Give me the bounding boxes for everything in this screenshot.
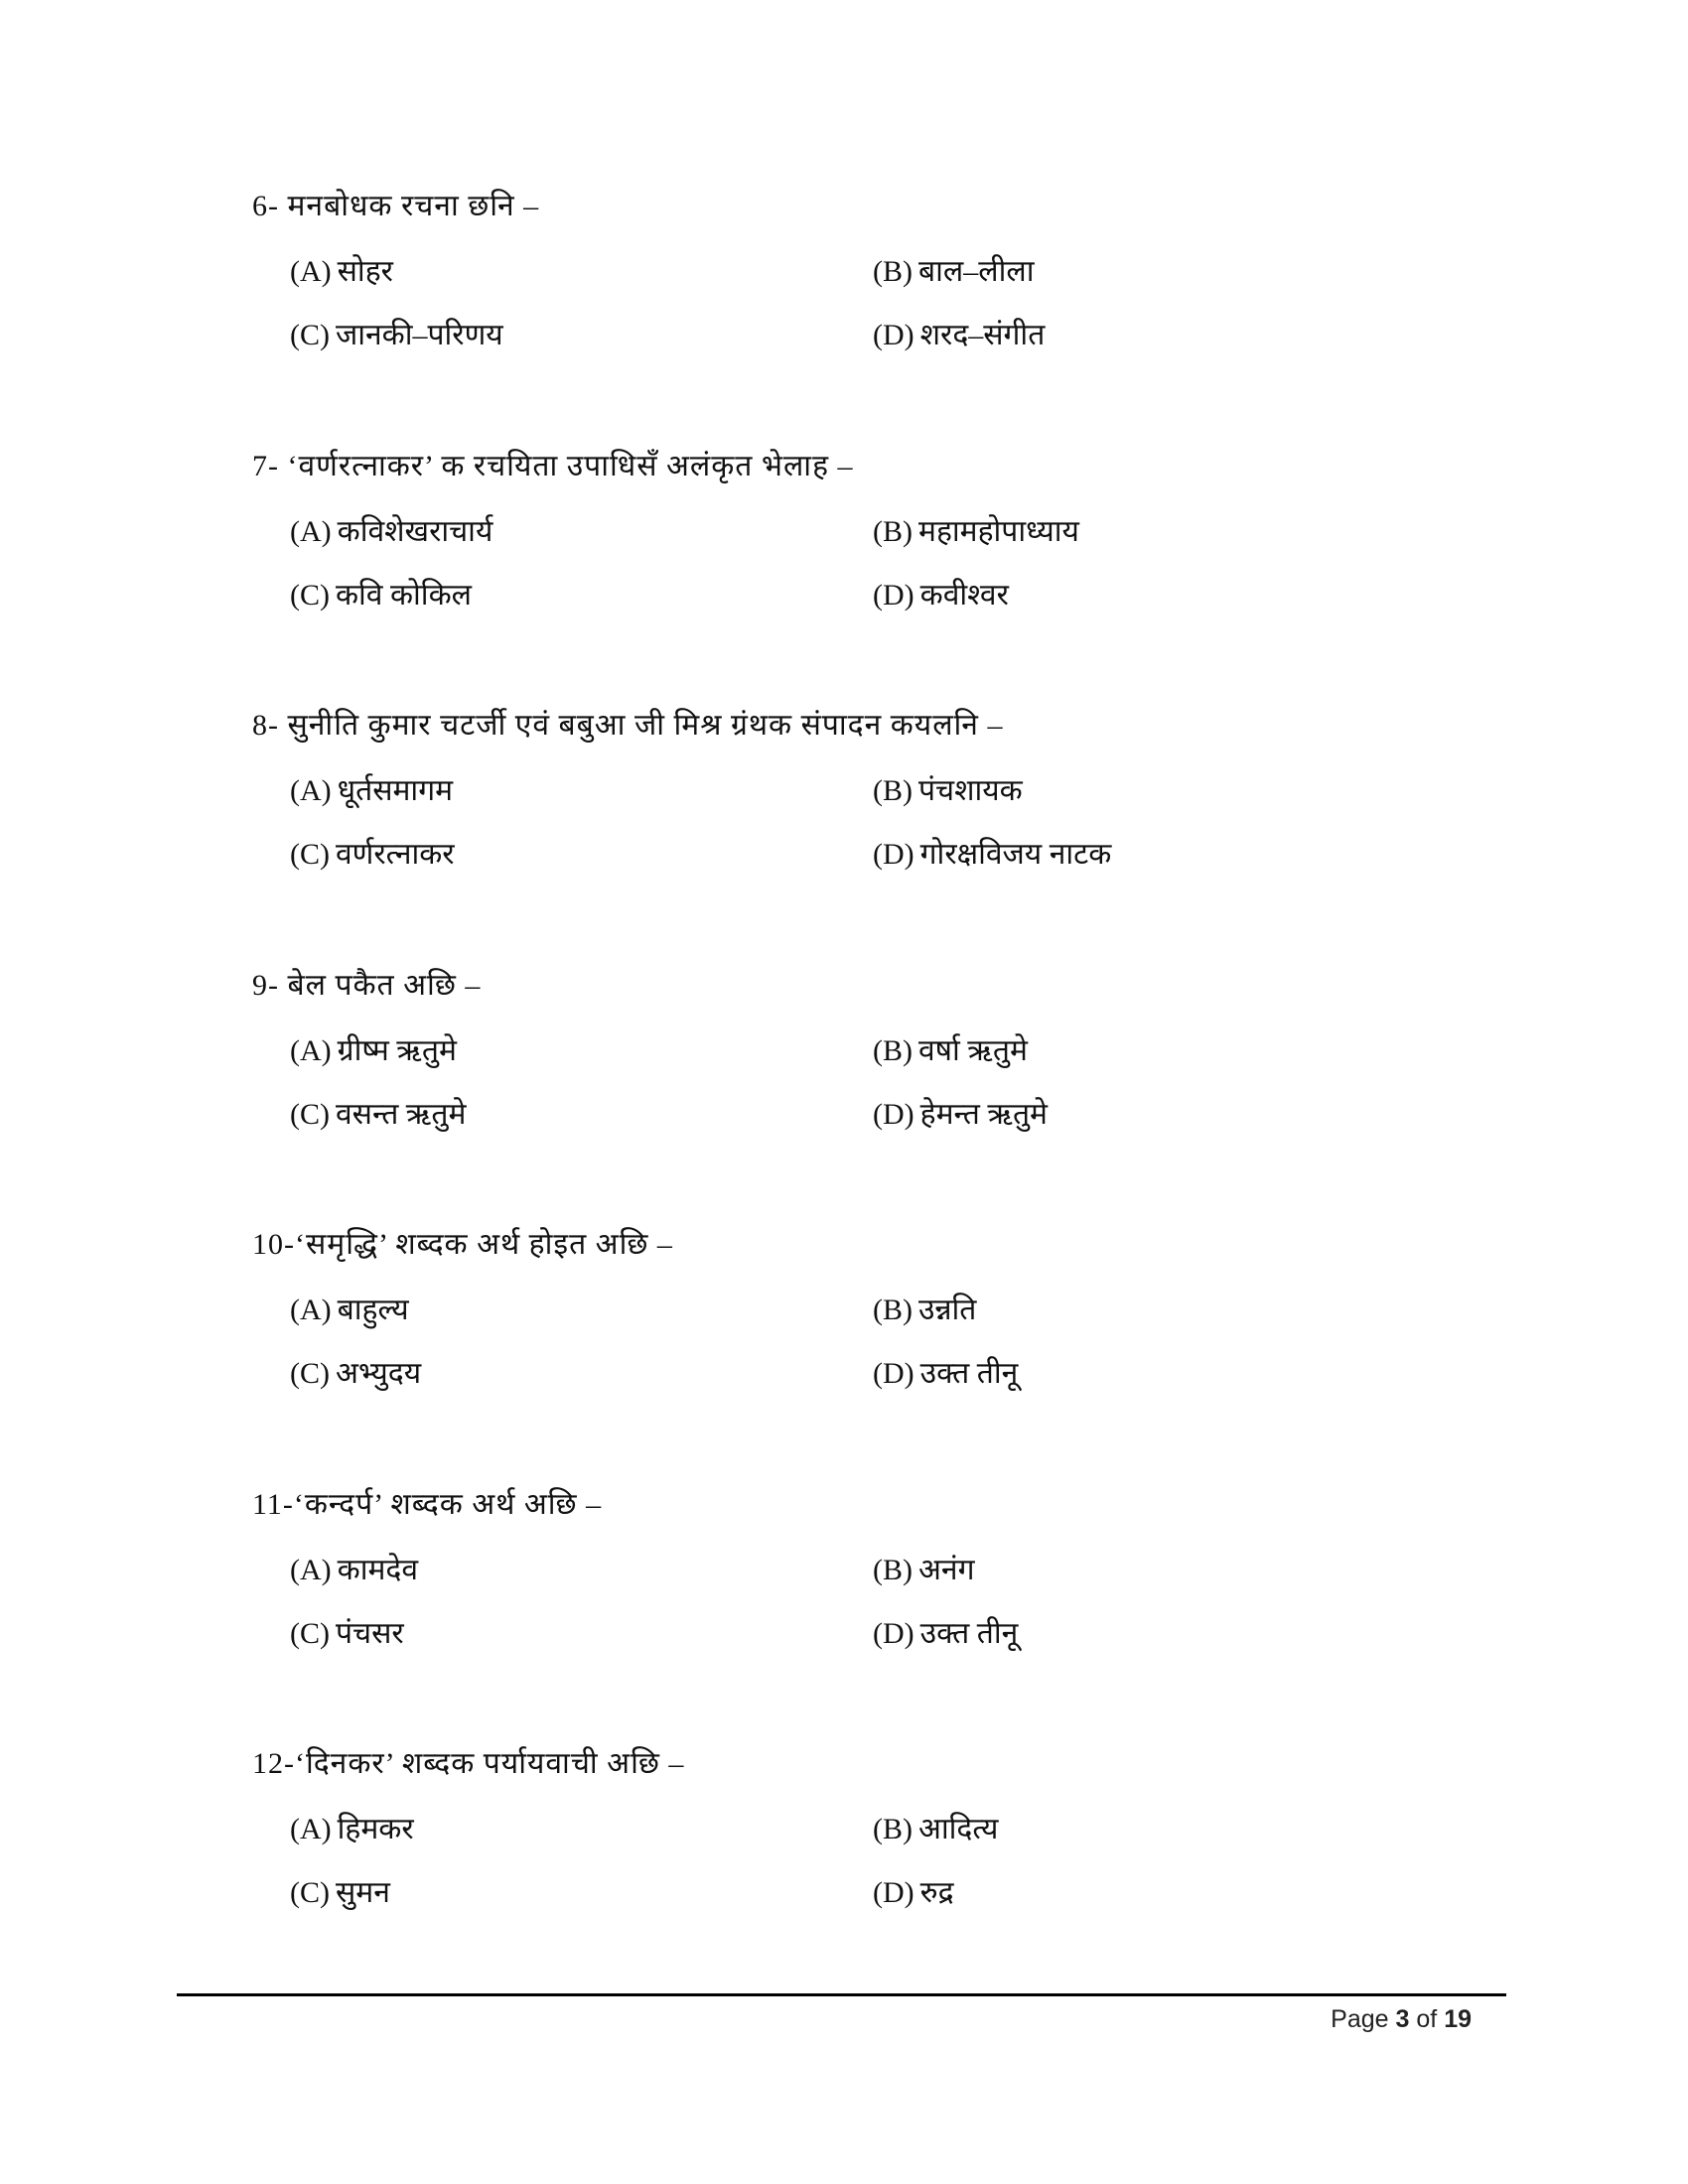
option-d — [873, 1612, 1018, 1656]
question-text: 12-‘दिनकर’ शब्दक पर्यायवाची अछि – — [252, 1747, 685, 1780]
option-c — [290, 574, 472, 617]
question-6 — [252, 185, 1543, 482]
option-label: (C) — [290, 1097, 330, 1131]
option-text: अभ्युदय — [336, 1357, 422, 1390]
option-b — [873, 250, 1034, 294]
option-a — [290, 1808, 414, 1851]
option-label: (B) — [873, 774, 913, 807]
option-b — [873, 510, 1079, 554]
option-d — [873, 314, 1045, 357]
option-label: (A) — [290, 774, 332, 807]
option-text: जानकी–परिणय — [336, 319, 503, 351]
option-text: हिमकर — [337, 1813, 414, 1845]
question-10 — [252, 1223, 1543, 1521]
option-label: (B) — [873, 255, 913, 288]
option-text: आदित्य — [918, 1813, 999, 1845]
option-label: (A) — [290, 514, 332, 548]
option-label: (D) — [873, 1357, 914, 1390]
option-text: उक्त तीनू — [919, 1616, 1019, 1650]
option-label: (D) — [873, 1616, 914, 1650]
option-d — [873, 1093, 1048, 1137]
option-text: वसन्त ऋतुमे — [336, 1097, 467, 1131]
option-label: (C) — [290, 1616, 330, 1650]
option-text: कविशेखराचार्य — [337, 514, 493, 548]
question-7 — [252, 445, 1543, 743]
option-c — [290, 1871, 390, 1915]
option-a — [290, 769, 453, 813]
option-label: (B) — [873, 1813, 913, 1845]
option-d — [873, 574, 1009, 617]
option-label: (D) — [873, 838, 914, 871]
option-text: उक्त तीनू — [919, 1357, 1019, 1390]
option-label: (A) — [290, 1553, 332, 1586]
question-text: 10-‘समृद्धि’ शब्दक अर्थ होइत अछि – — [252, 1228, 673, 1261]
option-text: पंचशायक — [918, 774, 1023, 807]
option-a — [290, 510, 492, 554]
option-label: (A) — [290, 255, 332, 288]
option-text: शरद–संगीत — [919, 319, 1046, 351]
option-text: हेमन्त ऋतुमे — [919, 1097, 1048, 1131]
option-d — [873, 1352, 1018, 1396]
option-d — [873, 1871, 954, 1915]
option-text: सोहर — [337, 255, 393, 288]
option-d — [873, 833, 1111, 877]
option-c — [290, 314, 503, 357]
option-text: अनंग — [918, 1553, 975, 1586]
option-label: (B) — [873, 1294, 913, 1326]
question-text: 8- सुनीति कुमार चटर्जी एवं बबुआ जी मिश्र ग्रंथक संपादन कयलनि – — [252, 709, 1004, 742]
option-a — [290, 1289, 409, 1332]
option-text: वर्षा ऋतुमे — [918, 1033, 1028, 1067]
option-label: (C) — [290, 1357, 330, 1390]
option-c — [290, 1612, 404, 1656]
total-pages: 19 — [1444, 2005, 1472, 2033]
option-b — [873, 1029, 1028, 1073]
option-text: ग्रीष्म ऋतुमे — [337, 1033, 457, 1067]
option-a — [290, 1029, 457, 1073]
option-label: (A) — [290, 1294, 332, 1326]
option-b — [873, 769, 1023, 813]
option-label: (D) — [873, 1097, 914, 1131]
question-11 — [252, 1483, 1543, 1781]
question-text: 6- मनबोधक रचना छनि – — [252, 190, 540, 222]
option-label: (C) — [290, 578, 330, 612]
question-text: 9- बेल पकैत अछि – — [252, 968, 482, 1002]
option-text: गोरक्षविजय नाटक — [919, 838, 1112, 871]
option-text: कामदेव — [337, 1553, 419, 1586]
option-c — [290, 1352, 421, 1396]
page-prefix: Page — [1331, 2005, 1389, 2033]
option-text: कवीश्वर — [919, 578, 1009, 612]
option-label: (B) — [873, 514, 913, 548]
option-b — [873, 1289, 976, 1332]
option-label: (A) — [290, 1033, 332, 1067]
current-page: 3 — [1395, 2005, 1410, 2033]
option-label: (D) — [873, 1876, 914, 1909]
option-a — [290, 1549, 418, 1592]
option-text: सुमन — [336, 1876, 390, 1909]
option-b — [873, 1549, 974, 1592]
option-label: (C) — [290, 319, 330, 351]
page-number — [1331, 2005, 1472, 2034]
option-text: धूर्तसमागम — [337, 774, 454, 807]
option-label: (C) — [290, 838, 330, 871]
option-text: महामहोपाध्याय — [918, 514, 1079, 548]
question-8 — [252, 704, 1543, 1002]
question-text: 11-‘कन्दर्प’ शब्दक अर्थ अछि – — [252, 1487, 603, 1521]
question-text: 7- ‘वर्णरत्नाकर’ क रचयिता उपाधिसँ अलंकृत भेलाह – — [252, 449, 854, 482]
option-c — [290, 1093, 466, 1137]
option-b — [873, 1808, 998, 1851]
option-text: कवि कोकिल — [336, 578, 472, 612]
page-of: of — [1416, 2005, 1438, 2033]
option-text: बाल–लीला — [918, 255, 1035, 288]
option-label: (C) — [290, 1876, 330, 1909]
option-text: बाहुल्य — [337, 1294, 409, 1326]
question-9 — [252, 964, 1543, 1262]
option-label: (A) — [290, 1813, 332, 1845]
footer-divider — [177, 1993, 1506, 1996]
option-label: (D) — [873, 578, 914, 612]
option-label: (B) — [873, 1033, 913, 1067]
option-label: (B) — [873, 1553, 913, 1586]
option-text: वर्णरत्नाकर — [336, 838, 455, 871]
option-a — [290, 250, 393, 294]
option-label: (D) — [873, 319, 914, 351]
option-text: रुद्र — [919, 1876, 954, 1909]
option-text: पंचसर — [336, 1616, 404, 1650]
option-text: उन्नति — [918, 1294, 977, 1326]
option-c — [290, 833, 455, 877]
